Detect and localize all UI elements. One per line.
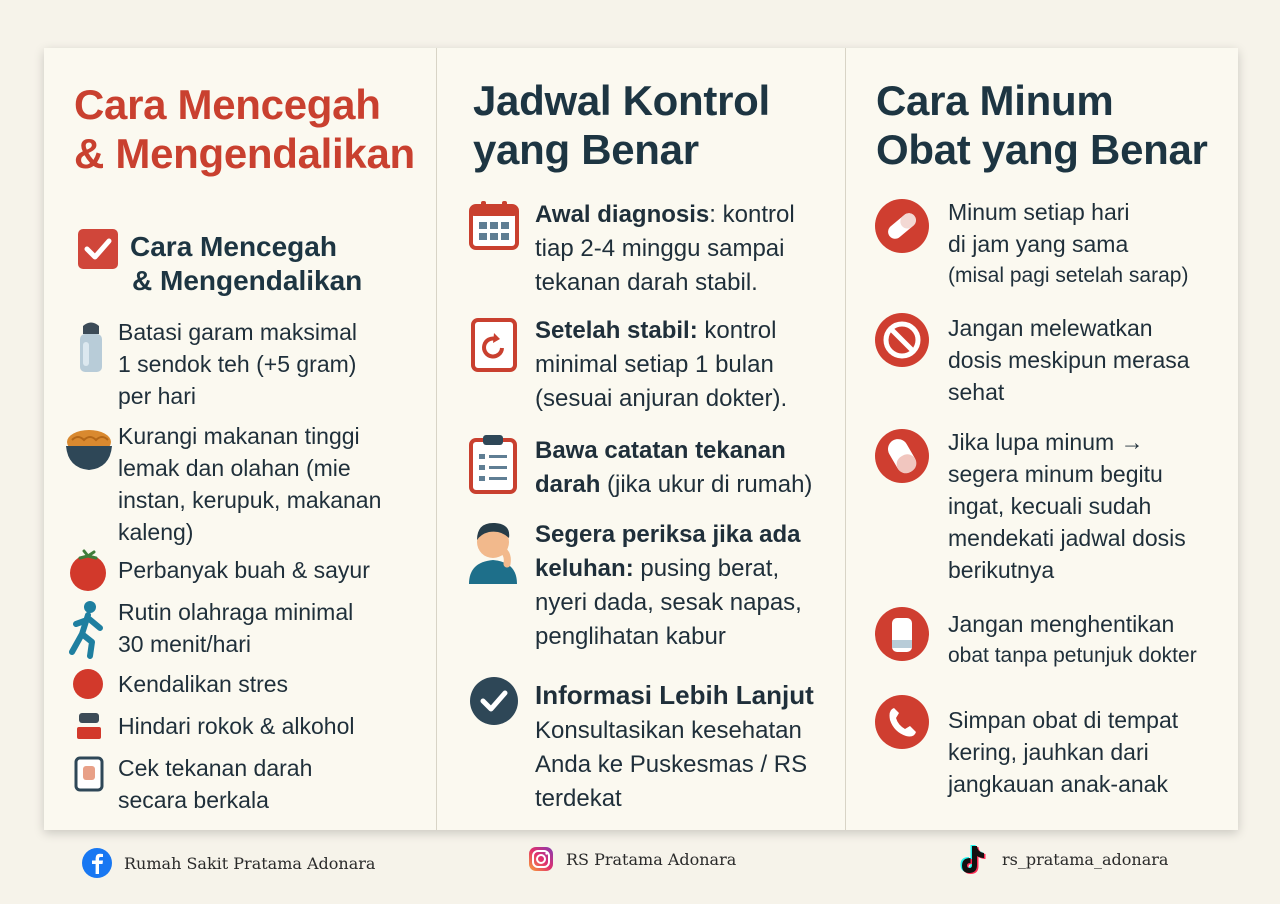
- title-line: Jadwal Kontrol: [473, 77, 770, 124]
- medicine-bottle-icon: [874, 606, 930, 662]
- noodle-bowl-icon: [64, 428, 114, 472]
- schedule-item: [535, 198, 795, 300]
- item-line: Jika lupa minum →: [948, 429, 1144, 455]
- item-line: [535, 518, 802, 552]
- item-line: 30 menit/hari: [118, 631, 251, 657]
- checkbox-icon: [77, 228, 119, 270]
- item-line: 1 sendok teh (+5 gram): [118, 351, 357, 377]
- item-line: [535, 198, 795, 232]
- item-line: sehat: [948, 379, 1005, 405]
- item-line: lemak dan olahan (mie: [118, 455, 351, 481]
- item-line: kaleng): [118, 519, 194, 545]
- infographic-panel: [44, 48, 1238, 830]
- item-line: ingat, kecuali sudah: [948, 493, 1152, 519]
- item-line: terdekat: [535, 785, 622, 812]
- medicine-item: [948, 196, 1188, 292]
- schedule-item: [535, 434, 812, 502]
- prevention-item: [118, 596, 353, 660]
- item-line: kering, jauhkan dari: [948, 739, 1149, 765]
- item-line: Batasi garam maksimal: [118, 319, 358, 345]
- item-line: tiap 2-4 minggu sampai: [535, 235, 785, 262]
- item-line: tekanan darah stabil.: [535, 269, 758, 296]
- item-line: Jangan melewatkan: [948, 315, 1153, 341]
- medicine-item: [948, 312, 1190, 408]
- item-bold: Setelah stabil:: [535, 317, 698, 344]
- item-line: penglihatan kabur: [535, 623, 726, 650]
- schedule-item: [535, 678, 814, 816]
- item-line: Kendalikan stres: [118, 671, 289, 697]
- item-line: Rutin olahraga minimal: [118, 599, 354, 625]
- stress-ball-icon: [72, 668, 104, 700]
- medicine-item: [948, 704, 1178, 800]
- item-line: [535, 434, 812, 468]
- prohibited-icon: [874, 312, 930, 368]
- item-line: jangkauan anak-anak: [948, 771, 1168, 797]
- item-line: (misal pagi setelah sarap): [948, 264, 1189, 287]
- item-line: Simpan obat di tempat: [948, 707, 1179, 733]
- prevention-item: [118, 710, 355, 742]
- item-rest: kontrol: [697, 317, 777, 344]
- instagram-label: RS Pratama Adonara: [566, 849, 737, 869]
- item-line: [535, 552, 802, 586]
- check-circle-icon: [469, 676, 519, 726]
- prevention-column: [44, 48, 436, 830]
- item-rest: (jika ukur di rumah): [600, 471, 813, 498]
- calendar-icon: [469, 200, 519, 250]
- item-bold: keluhan:: [535, 555, 634, 582]
- tiktok-link[interactable]: [958, 842, 1168, 876]
- item-line: per hari: [118, 383, 196, 409]
- control-schedule-title: [473, 76, 770, 174]
- item-line: minimal setiap 1 bulan: [535, 351, 774, 378]
- blood-pressure-device-icon: [74, 756, 104, 792]
- item-line: Kurangi makanan tinggi: [118, 423, 360, 449]
- phone-icon: [874, 694, 930, 750]
- title-line: Cara Minum: [876, 77, 1114, 124]
- runner-icon: [66, 600, 106, 660]
- tiktok-icon: [958, 842, 990, 876]
- item-line: obat tanpa petunjuk dokter: [948, 644, 1197, 667]
- facebook-link[interactable]: [82, 846, 375, 880]
- item-line: dosis meskipun merasa: [948, 347, 1190, 373]
- item-line: Konsultasikan kesehatan: [535, 717, 802, 744]
- item-line: nyeri dada, sesak napas,: [535, 589, 802, 616]
- item-bold: Informasi Lebih Lanjut: [535, 680, 814, 710]
- prevention-item: [118, 554, 370, 586]
- instagram-icon: [528, 846, 554, 872]
- facebook-icon: [82, 848, 112, 878]
- item-bold: Segera periksa jika ada: [535, 521, 801, 548]
- no-smoking-icon: [76, 711, 102, 741]
- item-line: [535, 468, 812, 502]
- instagram-link[interactable]: [528, 842, 736, 876]
- capsule-icon: [874, 428, 930, 484]
- medicine-item: [948, 608, 1197, 672]
- item-line: Minum setiap hari: [948, 199, 1130, 225]
- item-line: segera minum begitu: [948, 461, 1163, 487]
- medicine-column: [846, 48, 1238, 830]
- title-line: & Mengendalikan: [74, 130, 415, 177]
- control-schedule-column: [437, 48, 845, 830]
- item-line: Hindari rokok & alkohol: [118, 713, 355, 739]
- prevention-item: [118, 668, 288, 700]
- item-line: berikutnya: [948, 557, 1055, 583]
- headache-person-icon: [465, 518, 521, 584]
- item-line: secara berkala: [118, 787, 269, 813]
- prevention-subtitle: [130, 230, 362, 298]
- pill-icon: [874, 198, 930, 254]
- item-bold: Bawa catatan tekanan: [535, 437, 786, 464]
- item-line: Anda ke Puskesmas / RS: [535, 751, 808, 778]
- item-line: [535, 678, 814, 714]
- clipboard-icon: [469, 434, 517, 494]
- title-line: yang Benar: [473, 126, 699, 173]
- item-line: Perbanyak buah & sayur: [118, 557, 370, 583]
- schedule-item: [535, 314, 787, 416]
- item-line: Cek tekanan darah: [118, 755, 313, 781]
- medicine-title: [876, 76, 1208, 174]
- item-line: mendekati jadwal dosis: [948, 525, 1186, 551]
- tiktok-label: rs_pratama_adonara: [1002, 849, 1169, 869]
- subtitle-line: Cara Mencegah: [130, 231, 337, 262]
- medicine-item: [948, 426, 1186, 586]
- item-bold: Awal diagnosis: [535, 201, 710, 228]
- subtitle-line: & Mengendalikan: [132, 265, 363, 296]
- prevention-item: [118, 316, 357, 412]
- item-bold: darah: [535, 471, 601, 498]
- salt-shaker-icon: [77, 320, 105, 374]
- tomato-icon: [68, 548, 108, 592]
- refresh-calendar-icon: [471, 318, 517, 372]
- item-line: [535, 314, 787, 348]
- item-line: di jam yang sama: [948, 231, 1129, 257]
- item-line: instan, kerupuk, makanan: [118, 487, 382, 513]
- title-line: Cara Mencegah: [74, 81, 381, 128]
- item-rest: : kontrol: [709, 201, 795, 228]
- title-line: Obat yang Benar: [876, 126, 1208, 173]
- item-rest: pusing berat,: [633, 555, 780, 582]
- prevention-item: [118, 420, 381, 548]
- prevention-item: [118, 752, 312, 816]
- facebook-label: Rumah Sakit Pratama Adonara: [124, 853, 376, 873]
- prevention-title: [74, 80, 415, 178]
- item-line: (sesuai anjuran dokter).: [535, 385, 788, 412]
- schedule-item: [535, 518, 802, 654]
- item-line: Jangan menghentikan: [948, 611, 1175, 637]
